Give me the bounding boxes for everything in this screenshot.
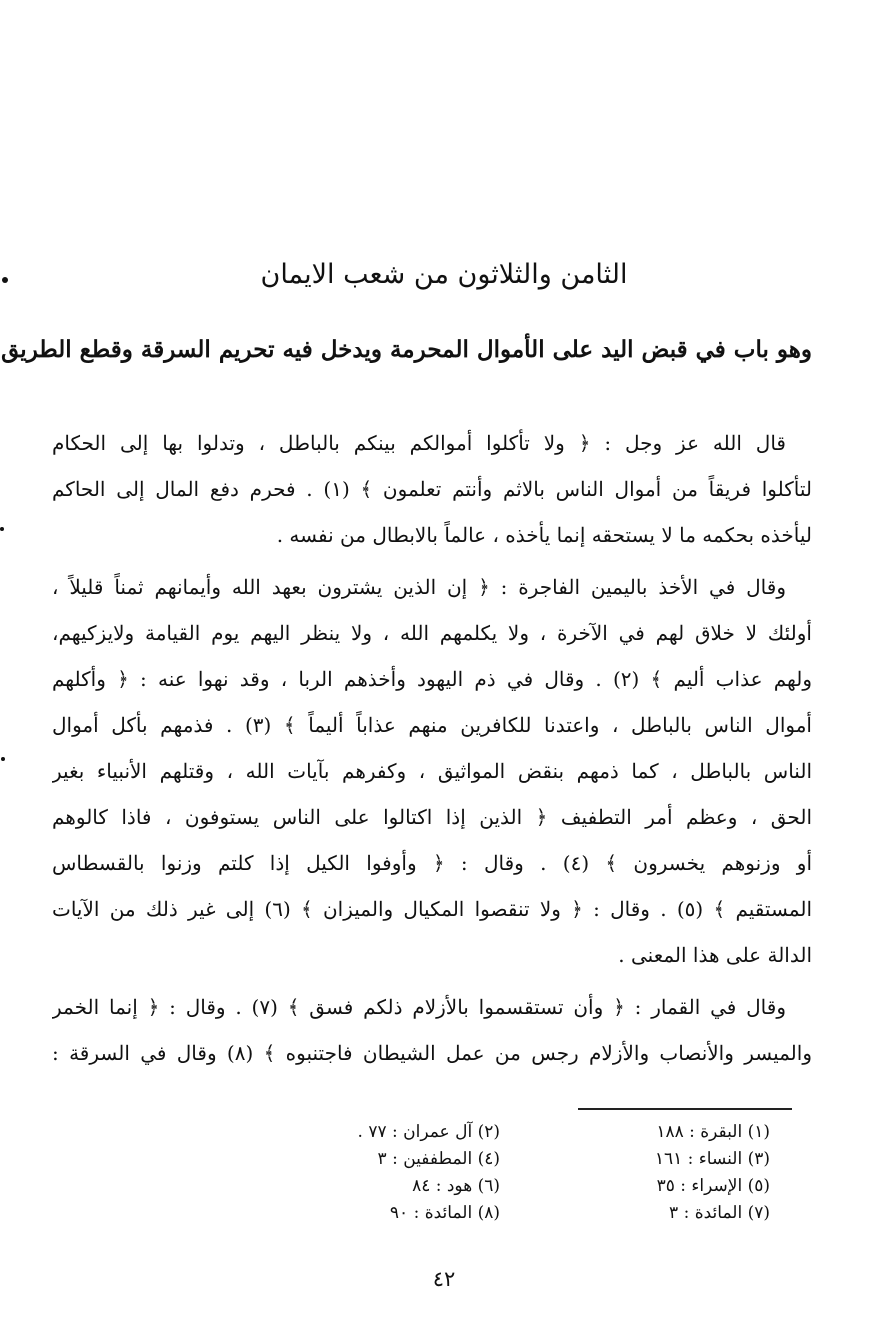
text-line: وقال في الأخذ باليمين الفاجرة : ﴿ إن الذين يشترون بعهد الله وأيمانهم ثمناً قليلاً ،: [52, 575, 786, 599]
paragraph-1: [52, 420, 812, 558]
paragraph-3: [52, 984, 812, 1076]
section-heading: وهو باب في قبض اليد على الأموال المحرمة ويدخل فيه تحريم السرقة وقطع الطريق: [1, 336, 812, 363]
scan-edge-mark: [1, 757, 5, 761]
footnote: (١) البقرة : ١٨٨: [656, 1122, 770, 1142]
footnote-separator: [578, 1108, 792, 1110]
text-line: وقال في القمار : ﴿ وأن تستقسموا بالأزلام ذلكم فسق ﴾ (٧) . وقال : ﴿ إنما الخمر: [52, 995, 786, 1019]
text-line: ليأخذه بحكمه ما لا يستحقه إنما يأخذه ، عالماً بالابطال من نفسه .: [276, 523, 812, 547]
body-text: [52, 420, 812, 1082]
text-line: لتأكلوا فريقاً من أموال الناس بالاثم وأنتم تعلمون ﴾ (١) . فحرم دفع المال إلى الحاكم: [52, 477, 812, 501]
text-line: الدالة على هذا المعنى .: [618, 943, 812, 967]
footnote: (٣) النساء : ١٦١: [654, 1149, 770, 1169]
footnote: (٢) آل عمران : ٧٧ .: [357, 1122, 500, 1142]
text-line: ولهم عذاب أليم ﴾ (٢) . وقال في ذم اليهود وأخذهم الربا ، وقد نهوا عنه : ﴿ وأكلهم: [52, 667, 812, 691]
text-line: أولئك لا خلاق لهم في الآخرة ، ولا يكلمهم الله ، ولا ينظر اليهم يوم القيامة ولايزكيهم،: [52, 621, 812, 645]
scan-edge-mark: [2, 277, 8, 283]
footnote: (٨) المائدة : ٩٠: [389, 1203, 500, 1223]
text-line: الناس بالباطل ، كما ذمهم بنقض المواثيق ، وكفرهم بآيات الله ، وقتلهم الأنبياء بغير: [52, 759, 812, 783]
footnote: (٤) المطففين : ٣: [377, 1149, 500, 1169]
text-line: والميسر والأنصاب والأزلام رجس من عمل الشيطان فاجتنبوه ﴾ (٨) وقال في السرقة :: [52, 1041, 812, 1065]
chapter-title: الثامن والثلاثون من شعب الايمان: [260, 259, 628, 290]
text-line: أموال الناس بالباطل ، واعتدنا للكافرين منهم عذاباً أليماً ﴾ (٣) . فذمهم بأكل أموال: [52, 713, 812, 737]
footnote: (٥) الإسراء : ٣٥: [656, 1176, 770, 1196]
text-line: قال الله عز وجل : ﴿ ولا تأكلوا أموالكم بينكم بالباطل ، وتدلوا بها إلى الحكام: [52, 431, 786, 455]
page-number: ٤٢: [432, 1267, 456, 1291]
footnote: (٦) هود : ٨٤: [412, 1176, 500, 1196]
footnotes-column-left: [280, 1120, 500, 1228]
footnote: (٧) المائدة : ٣: [669, 1203, 770, 1223]
text-line: الحق ، وعظم أمر التطفيف ﴿ الذين إذا اكتالوا على الناس يستوفون ، فاذا كالوهم: [52, 805, 812, 829]
text-line: أو وزنوهم يخسرون ﴾ (٤) . وقال : ﴿ وأوفوا الكيل إذا كلتم وزنوا بالقسطاس: [52, 851, 812, 875]
paragraph-2: [52, 564, 812, 978]
footnotes-column-right: [550, 1120, 770, 1228]
text-line: المستقيم ﴾ (٥) . وقال : ﴿ ولا تنقصوا المكيال والميزان ﴾ (٦) إلى غير ذلك من الآيات: [52, 897, 812, 921]
scan-edge-mark: [0, 527, 4, 531]
